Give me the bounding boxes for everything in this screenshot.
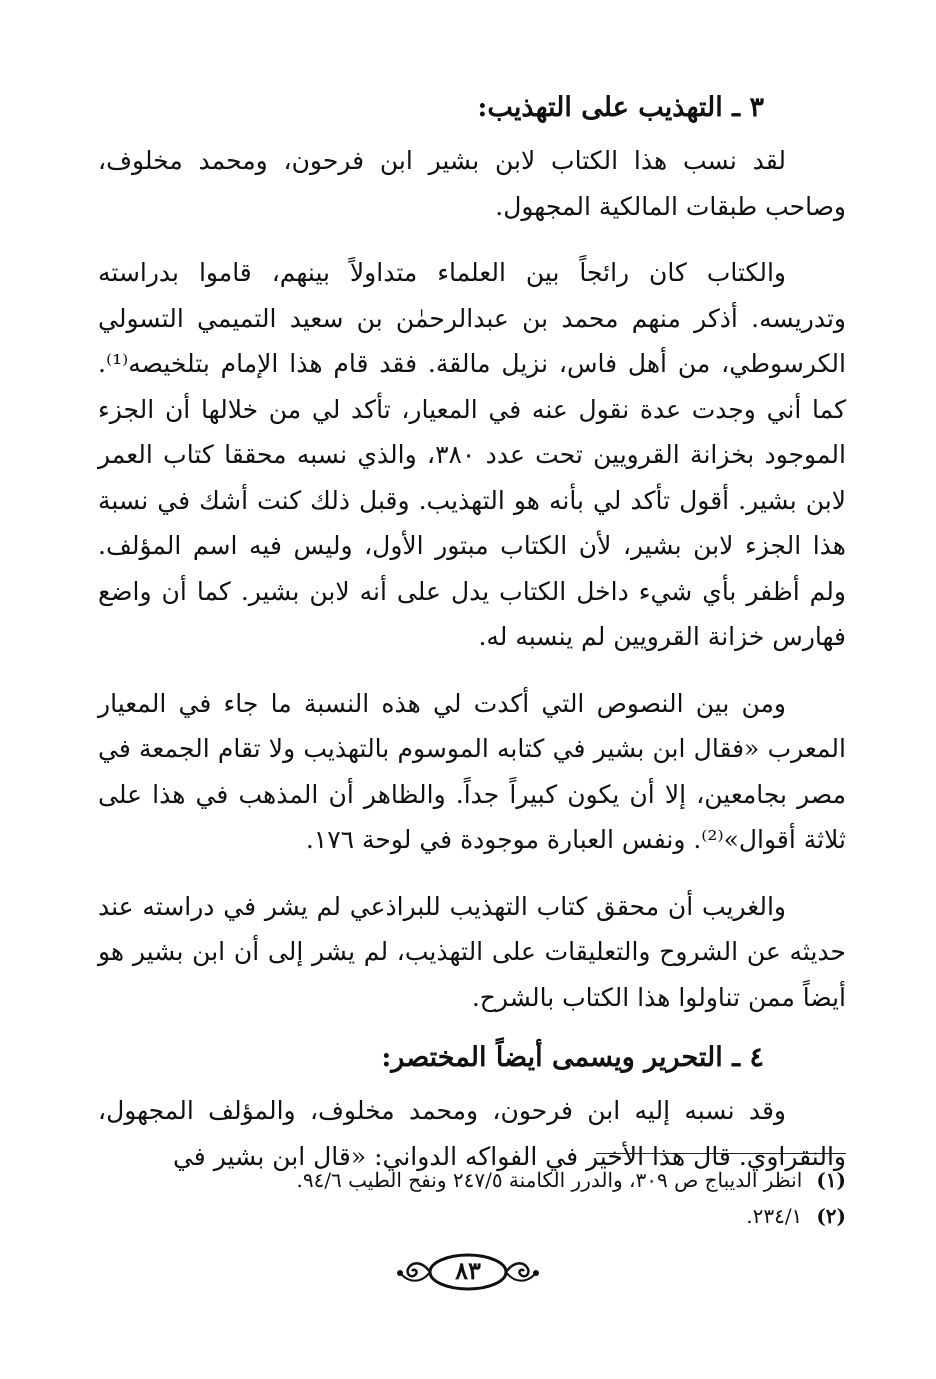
footnote-text: ٢٣٤/١. xyxy=(746,1204,803,1228)
page-number: ٨٣ xyxy=(455,1256,481,1285)
section-heading: ٣ ـ التهذيب على التهذيب: xyxy=(477,92,764,123)
footnote-divider xyxy=(596,1153,846,1154)
paragraph: والكتاب كان رائجاً بين العلماء متداولاً بينهم، قاموا بدراسته وتدريسه. أذكر منهم محمد بن عبدالرحمٰن بن سعيد التميمي التسولي الكرسوطي، من أهل فاس، نزيل مالقة. فقد قام هذا الإمام بتلخيصه⁽¹⁾. كما أني وجدت عدة نقول عنه في المعيار، تأكد لي من خلالها أن الجزء الموجود بخزانة القرويين تحت عدد ٣٨٠، والذي نسبه محققا كتاب العمر لابن بشير. أقول تأكد لي بأنه هو التهذيب. وقبل ذلك كنت أشك في نسبة هذا الجزء لابن بشير، لأن الكتاب مبتور الأول، وليس فيه اسم المؤلف. ولم أظفر بأي شيء داخل الكتاب يدل على أنه لابن بشير. كما أن واضع فهارس خزانة القرويين لم ينسبه له. xyxy=(98,258,846,651)
page-body xyxy=(98,88,846,1200)
footnote-number: (٢) xyxy=(816,1204,846,1228)
paragraph: والغريب أن محقق كتاب التهذيب للبراذعي لم يشر في دراسته عند حديثه عن الشروح والتعليقات على التهذيب، لم يشر إلى أن ابن بشير هو أيضاً ممن تناولوا هذا الكتاب بالشرح. xyxy=(98,891,846,1012)
footnotes xyxy=(98,1162,846,1234)
footnote xyxy=(98,1162,846,1198)
footnote-number: (١) xyxy=(816,1168,846,1192)
paragraph: ومن بين النصوص التي أكدت لي هذه النسبة ما جاء في المعيار المعرب «فقال ابن بشير في كتابه الموسوم بالتهذيب ولا تقام الجمعة في مصر بجامعين، إلا أن يكون كبيراً جداً. والظاهر أن المذهب في هذا على ثلاثة أقوال»⁽²⁾. ونفس العبارة موجودة في لوحة ١٧٦. xyxy=(98,688,846,854)
page-number-ornament xyxy=(396,1247,540,1297)
paragraph: لقد نسب هذا الكتاب لابن بشير ابن فرحون، ومحمد مخلوف، وصاحب طبقات المالكية المجهول. xyxy=(98,146,846,221)
section-3 xyxy=(98,88,846,1020)
footnote xyxy=(98,1198,846,1234)
footnote-text: انظر الديباج ص ٣٠٩، والدرر الكامنة ٢٤٧/٥ ونفح الطيب ٩٤/٦. xyxy=(296,1168,803,1192)
section-heading: ٤ ـ التحرير ويسمى أيضاً المختصر: xyxy=(381,1042,764,1073)
paragraph: وقد نسبه إليه ابن فرحون، ومحمد مخلوف، والمؤلف المجهول، والنقراوي. قال هذا الأخير في الفواكه الدواني: «قال ابن بشير في xyxy=(98,1096,846,1171)
section-4 xyxy=(98,1038,846,1179)
